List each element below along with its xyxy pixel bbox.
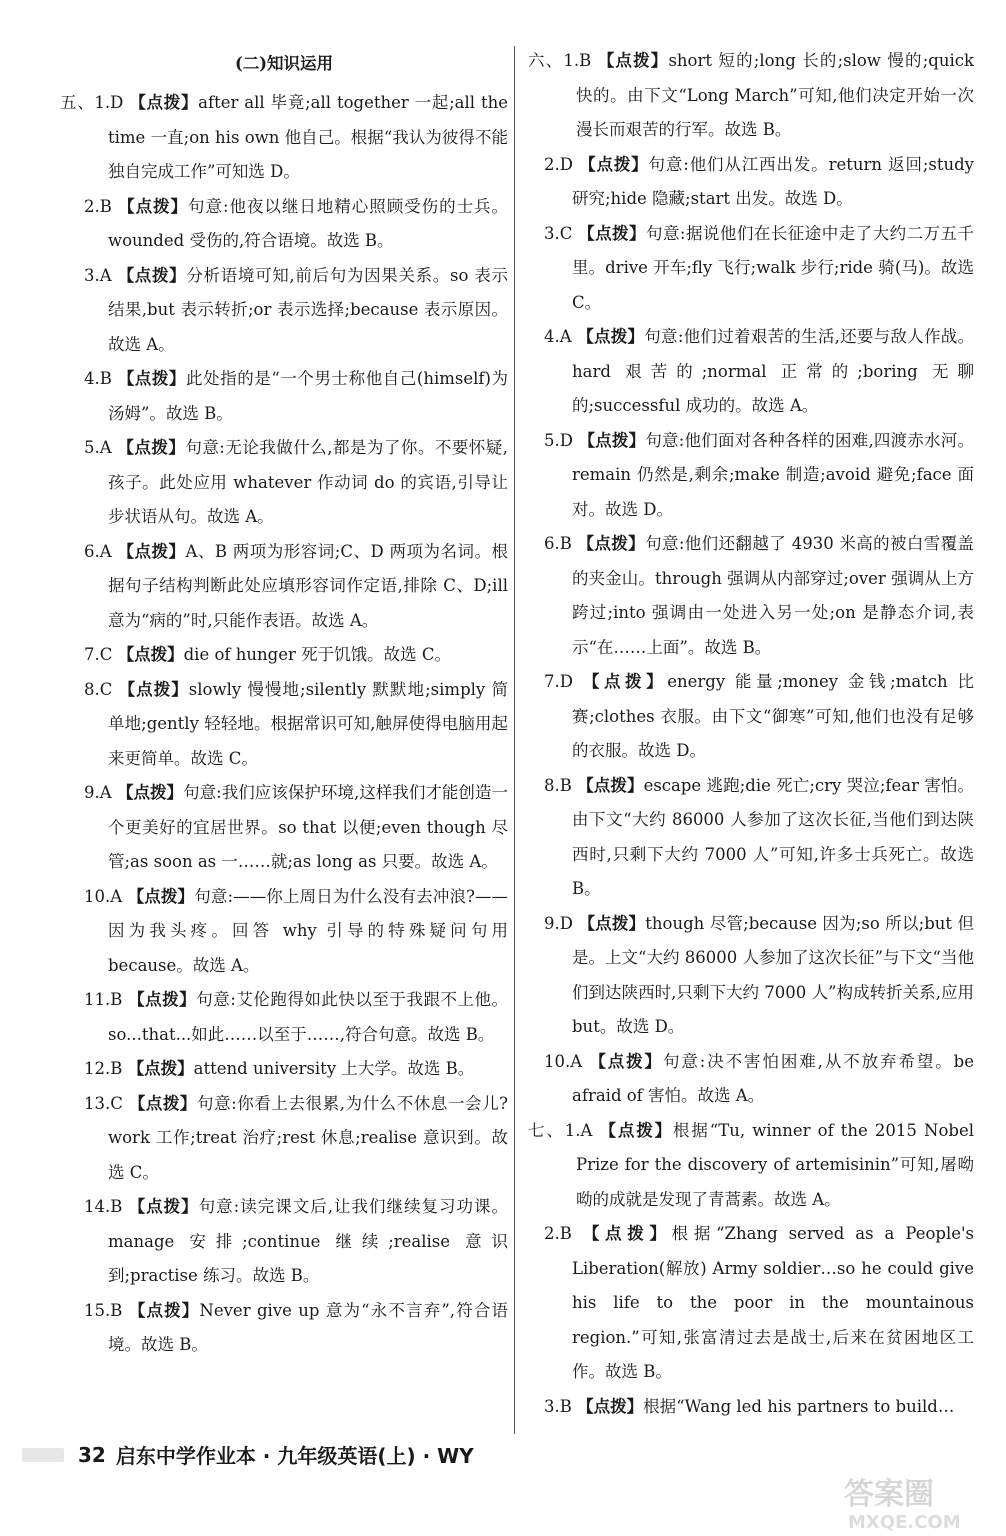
answer-item (528, 1217, 974, 1390)
item-number: 12. (84, 1059, 111, 1078)
column-divider (514, 46, 515, 1434)
answer-letter: B (559, 1396, 572, 1416)
hint-tag: 【点拨】 (582, 672, 668, 691)
answer-letter: B (559, 534, 572, 553)
left-column (60, 44, 508, 1363)
hint-tag: 【点拨】 (578, 430, 646, 450)
answer-item (528, 665, 974, 769)
answer-item (60, 880, 508, 984)
answer-item (60, 259, 508, 363)
hint-tag: 【点拨】 (589, 1051, 663, 1071)
answer-letter: A (110, 886, 123, 906)
explanation-text: 句意:艾伦跑得如此快以至于我跟不上他。so...that...如此……以至于……,符合句意。故选 B。 (108, 990, 509, 1044)
item-number: 11. (84, 990, 111, 1009)
item-number: 3. (544, 1396, 560, 1416)
explanation-text: 句意:他们面对各种各样的困难,四渡赤水河。remain 仍然是,剩余;make 制造;avoid 避免;face 面对。故选 D。 (572, 430, 974, 519)
explanation-text: 根据“Zhang served as a People's Liberation(解放) Army soldier…so he could give his life to the poor in the mountainous region.”可知,张富清过去是战士,后来在贫困地区工作。故选 B。 (572, 1224, 975, 1381)
section-title: (二)知识运用 (234, 54, 334, 73)
answer-letter: A (580, 1120, 593, 1140)
explanation-text: 分析语境可知,前后句为因果关系。so 表示结果,but 表示转折;or 表示选择;because 表示原因。故选 A。 (108, 265, 508, 354)
explanation-text: 句意:他们从江西出发。return 返回;study 研究;hide 隐藏;start 出发。故选 D。 (572, 154, 974, 208)
hint-tag: 【点拨】 (599, 1120, 674, 1140)
explanation-text: 句意:他夜以继日地精心照顾受伤的士兵。wounded 受伤的,符合语境。故选 B。 (108, 196, 509, 250)
answer-item (60, 776, 508, 880)
answer-item (528, 148, 974, 217)
answer-letter: B (110, 1059, 123, 1078)
svg-text:MXQE.COM: MXQE.COM (848, 1512, 961, 1532)
hint-tag: 【点拨】 (116, 783, 184, 802)
item-number: 7. (84, 645, 100, 664)
answer-item (60, 86, 508, 190)
hint-tag: 【点拨】 (128, 1197, 199, 1216)
answer-item (528, 907, 974, 1045)
answer-letter: A (559, 327, 572, 346)
hint-tag: 【点拨】 (128, 1093, 197, 1113)
item-number: 2. (544, 1224, 560, 1243)
answer-letter: D (559, 154, 573, 174)
answer-letter: C (99, 679, 113, 699)
answer-item (60, 638, 508, 673)
answer-letter: A (99, 783, 112, 802)
answer-item (60, 1087, 508, 1191)
hint-tag: 【点拨】 (577, 1396, 644, 1416)
explanation-text: 句意:他们还翻越了 4930 米高的被白雪覆盖的夹金山。through 强调从内部穿过;over 强调从上方跨过;into 强调由一处进入另一处;on 是静态介词,表示“在……上面”。故选 B。 (572, 534, 975, 657)
footer-mark (22, 1448, 64, 1462)
answer-letter: C (110, 1093, 123, 1113)
answer-letter: D (559, 913, 573, 933)
page-footer (22, 1440, 474, 1469)
explanation-text: 句意:他们过着艰苦的生活,还要与敌人作战。hard 艰苦的;normal 正常的;boring 无聊的;successful 成功的。故选 A。 (572, 327, 974, 415)
explanation-text: though 尽管;because 因为;so 所以;but 但是。上文“大约 86000 人参加了这次长征”与下文“当他们到达陕西时,只剩下大约 7000 人”构成转折关系,应用 but。故选 D。 (572, 913, 975, 1036)
answer-letter: B (559, 775, 572, 795)
explanation-text: 句意:我们应该保护环境,这样我们才能创造一个更美好的宜居世界。so that 以便;even though 尽管;as soon as 一……就;as long as 只要。故选 A。 (108, 783, 508, 871)
hint-tag: 【点拨】 (128, 990, 197, 1009)
item-number: 9. (84, 783, 100, 802)
right-column (528, 44, 974, 1424)
answer-letter: B (559, 1224, 572, 1243)
item-number: 10. (544, 1051, 571, 1071)
item-number: 8. (544, 775, 560, 795)
item-number: 8. (84, 679, 100, 699)
hint-tag: 【点拨】 (129, 93, 199, 112)
explanation-text: 句意:决不害怕困难,从不放弃希望。be afraid of 害怕。故选 A。 (572, 1051, 974, 1105)
item-number: 9. (544, 913, 560, 933)
hint-tag: 【点拨】 (582, 1224, 672, 1243)
answer-item (60, 983, 508, 1052)
explanation-text: Never give up 意为“永不言弃”,符合语境。故选 B。 (108, 1300, 509, 1354)
item-number: 五、1. (60, 93, 111, 112)
item-number: 4. (544, 327, 560, 346)
explanation-text: 句意:——你上周日为什么没有去冲浪?——因为我头疼。回答 why 引导的特殊疑问句用 because。故选 A。 (108, 886, 509, 975)
answer-item (60, 1190, 508, 1294)
answer-item (60, 673, 508, 777)
answer-letter: B (99, 369, 112, 388)
answer-item (60, 1294, 508, 1363)
item-number: 六、1. (528, 51, 580, 70)
answer-item (528, 217, 974, 321)
explanation-text: die of hunger 死于饥饿。故选 C。 (183, 645, 451, 664)
answer-item (528, 1114, 974, 1218)
answer-letter: D (110, 93, 124, 112)
item-number: 3. (84, 265, 100, 285)
answer-letter: B (579, 51, 592, 70)
explanation-text: escape 逃跑;die 死亡;cry 哭泣;fear 害怕。由下文“大约 86000 人参加了这次长征,当他们到达陕西时,只剩下大约 7000 人”可知,许多士兵死亡。故选 B。 (572, 775, 974, 898)
item-number: 7. (544, 672, 560, 691)
hint-tag: 【点拨】 (597, 51, 669, 70)
answer-item (528, 424, 974, 528)
item-number: 14. (84, 1197, 111, 1216)
hint-tag: 【点拨】 (577, 327, 645, 346)
hint-tag: 【点拨】 (117, 438, 186, 457)
item-number: 6. (544, 534, 560, 553)
hint-tag: 【点拨】 (128, 1300, 200, 1320)
item-number: 5. (544, 430, 560, 450)
explanation-text: slowly 慢慢地;silently 默默地;simply 简单地;gently 轻轻地。根据常识可知,触屏使得电脑用起来更简单。故选 C。 (108, 679, 508, 768)
answer-item (528, 1045, 974, 1114)
item-number: 13. (84, 1093, 111, 1113)
answer-letter: B (99, 196, 112, 216)
explanation-text: 句意:读完课文后,让我们继续复习功课。manage 安排;continue 继续;realise 意识到;practise 练习。故选 B。 (108, 1197, 508, 1285)
answer-letter: A (99, 438, 112, 457)
answer-item (60, 431, 508, 535)
watermark-logo (840, 1470, 1000, 1532)
hint-tag: 【点拨】 (577, 775, 644, 795)
book-title: 启东中学作业本 · 九年级英语(上) · WY (115, 1444, 474, 1468)
item-number: 15. (84, 1300, 111, 1320)
hint-tag: 【点拨】 (127, 886, 195, 906)
answer-item (528, 1390, 974, 1425)
hint-tag: 【点拨】 (117, 265, 187, 285)
answer-item (528, 769, 974, 907)
answer-letter: C (559, 223, 573, 243)
explanation-text: 此处指的是“一个男士称他自己(himself)为汤姆”。故选 B。 (108, 369, 509, 423)
answer-item (528, 527, 974, 665)
item-number: 2. (84, 196, 100, 216)
answer-letter: A (99, 541, 112, 561)
svg-text:答案圈: 答案圈 (844, 1477, 934, 1512)
explanation-text: energy 能量;money 金钱;match 比赛;clothes 衣服。由下文“御寒”可知,他们也没有足够的衣服。故选 D。 (572, 672, 975, 760)
explanation-text: 句意:你看上去很累,为什么不休息一会儿? work 工作;treat 治疗;rest 休息;realise 意识到。故选 C。 (108, 1093, 509, 1182)
item-number: 2. (544, 154, 560, 174)
hint-tag: 【点拨】 (579, 154, 649, 174)
hint-tag: 【点拨】 (578, 223, 646, 243)
answer-item (60, 1052, 508, 1087)
explanation-text: short 短的;long 长的;slow 慢的;quick 快的。由下文“Long March”可知,他们决定开始一次漫长而艰苦的行军。故选 B。 (576, 51, 974, 139)
hint-tag: 【点拨】 (577, 534, 646, 553)
answer-letter: C (99, 645, 113, 664)
item-number: 6. (84, 541, 100, 561)
hint-tag: 【点拨】 (578, 913, 646, 933)
item-number: 七、1. (528, 1120, 581, 1140)
hint-tag: 【点拨】 (117, 645, 184, 664)
explanation-text: 根据“Wang led his partners to build… (643, 1396, 955, 1416)
explanation-text: attend university 上大学。故选 B。 (193, 1059, 475, 1078)
answer-letter: B (110, 1300, 123, 1320)
answer-item (528, 320, 974, 424)
explanation-text: A、B 两项为形容词;C、D 两项为名词。根据句子结构判断此处应填形容词作定语,排除 C、D;ill 意为“病的”时,只能作表语。故选 A。 (108, 541, 509, 630)
answer-letter: A (99, 265, 112, 285)
item-number: 10. (84, 886, 111, 906)
answer-item (528, 44, 974, 148)
answer-letter: B (110, 1197, 123, 1216)
explanation-text: after all 毕竟;all together 一起;all the time 一直;on his own 他自己。根据“我认为彼得不能独自完成工作”可知选 D。 (108, 93, 508, 181)
explanation-text: 句意:无论我做什么,都是为了你。不要怀疑,孩子。此处应用 whatever 作动词 do 的宾语,引导让步状语从句。故选 A。 (108, 438, 509, 526)
answer-letter: A (570, 1051, 583, 1071)
page-number: 32 (78, 1442, 106, 1467)
hint-tag: 【点拨】 (127, 1059, 194, 1078)
answer-item (60, 362, 508, 431)
explanation-text: 根据“Tu, winner of the 2015 Nobel Prize for the discovery of artemisinin”可知,屠呦呦的成就是发现了青蒿素。故选 A。 (576, 1120, 975, 1209)
explanation-text: 句意:据说他们在长征途中走了大约二万五千里。drive 开车;fly 飞行;walk 步行;ride 骑(马)。故选 C。 (572, 223, 974, 312)
answer-letter: B (110, 990, 123, 1009)
hint-tag: 【点拨】 (117, 541, 186, 561)
answer-item (60, 535, 508, 639)
answer-item (60, 190, 508, 259)
item-number: 3. (544, 223, 560, 243)
hint-tag: 【点拨】 (118, 196, 188, 216)
item-number: 4. (84, 369, 100, 388)
item-number: 5. (84, 438, 100, 457)
answer-letter: D (559, 430, 573, 450)
hint-tag: 【点拨】 (117, 369, 186, 388)
answer-letter: D (559, 672, 573, 691)
hint-tag: 【点拨】 (118, 679, 189, 699)
